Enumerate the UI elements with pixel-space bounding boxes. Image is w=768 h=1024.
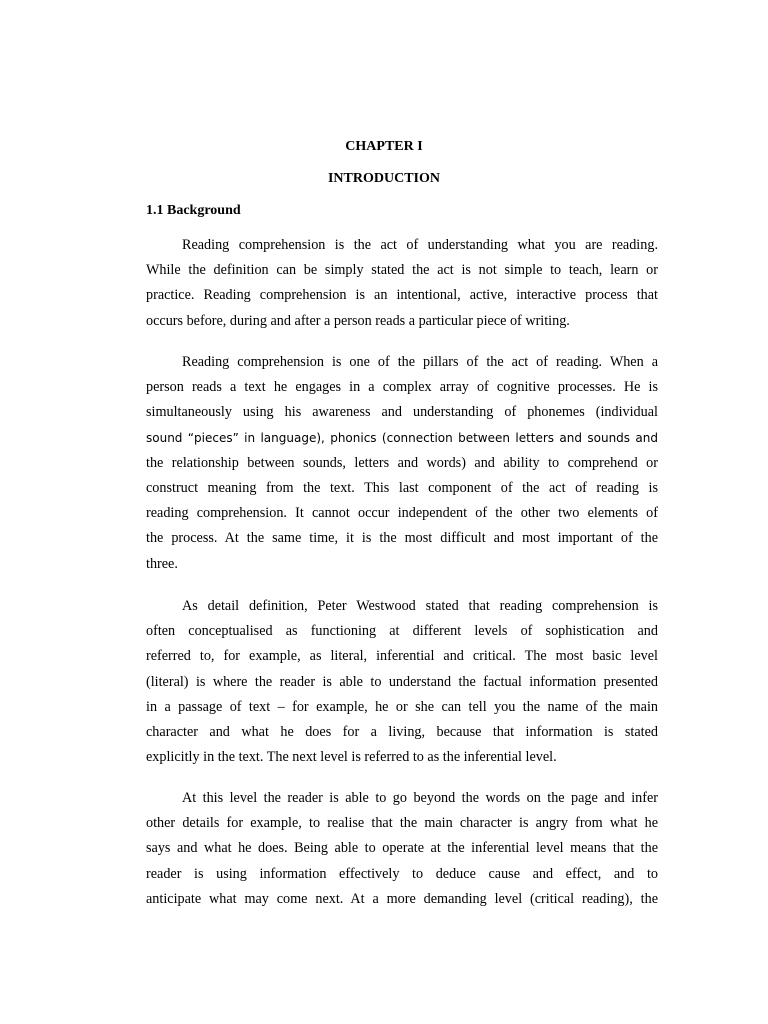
paragraph-line: reader is using information effectively to deduce cause and effect, and to <box>146 865 658 882</box>
paragraph-4 <box>146 786 658 912</box>
paragraph-line: simultaneously using his awareness and understanding of phonemes (individual <box>146 404 658 421</box>
paragraph-line: says and what he does. Being able to operate at the inferential level means that the <box>146 840 658 857</box>
paragraph-line: Reading comprehension is one of the pillars of the act of reading. When a <box>182 354 658 370</box>
paragraph-line: As detail definition, Peter Westwood stated that reading comprehension is <box>182 598 658 614</box>
paragraph-line: Reading comprehension is the act of understanding what you are reading. <box>182 237 658 253</box>
paragraph-line-text: sound “pieces” in language), phonics (connection between letters and sounds and <box>146 430 658 445</box>
paragraph-line: the process. At the same time, it is the most difficult and most important of the <box>146 530 658 547</box>
paragraph-line: explicitly in the text. The next level is referred to as the inferential level. <box>146 749 557 766</box>
paragraph-line: reading comprehension. It cannot occur independent of the other two elements of <box>146 505 658 522</box>
paragraph-line: At this level the reader is able to go beyond the words on the page and infer <box>182 790 658 806</box>
paragraph-line: other details for example, to realise that the main character is angry from what he <box>146 815 658 832</box>
chapter-label: CHAPTER I <box>345 139 423 154</box>
paragraph-line: practice. Reading comprehension is an intentional, active, interactive process that <box>146 287 658 304</box>
paragraph-line: anticipate what may come next. At a more demanding level (critical reading), the <box>146 890 658 907</box>
paragraph-line: While the definition can be simply stated the act is not simple to teach, learn or <box>146 262 658 279</box>
paragraph-2 <box>146 350 658 577</box>
paragraph-line: in a passage of text – for example, he or she can tell you the name of the main <box>146 698 658 715</box>
paragraph-line: occurs before, during and after a person reads a particular piece of writing. <box>146 312 570 329</box>
paragraph-line: character and what he does for a living, because that information is stated <box>146 723 658 740</box>
paragraph-line: three. <box>146 555 178 572</box>
chapter-title: INTRODUCTION <box>327 171 440 186</box>
section-heading: 1.1 Background <box>146 203 241 218</box>
paragraph-line: referred to, for example, as literal, inferential and critical. The most basic level <box>146 648 658 665</box>
paragraph-line: often conceptualised as functioning at different levels of sophistication and <box>146 623 658 640</box>
paragraph-1 <box>146 233 658 334</box>
paragraph-line <box>146 426 658 451</box>
paragraph-line: construct meaning from the text. This last component of the act of reading is <box>146 479 658 496</box>
paragraph-line: person reads a text he engages in a complex array of cognitive processes. He is <box>146 379 658 396</box>
paragraph-line: (literal) is where the reader is able to understand the factual information presented <box>146 673 658 690</box>
paragraph-line: the relationship between sounds, letters and words) and ability to comprehend or <box>146 454 658 471</box>
paragraph-3 <box>146 594 658 770</box>
